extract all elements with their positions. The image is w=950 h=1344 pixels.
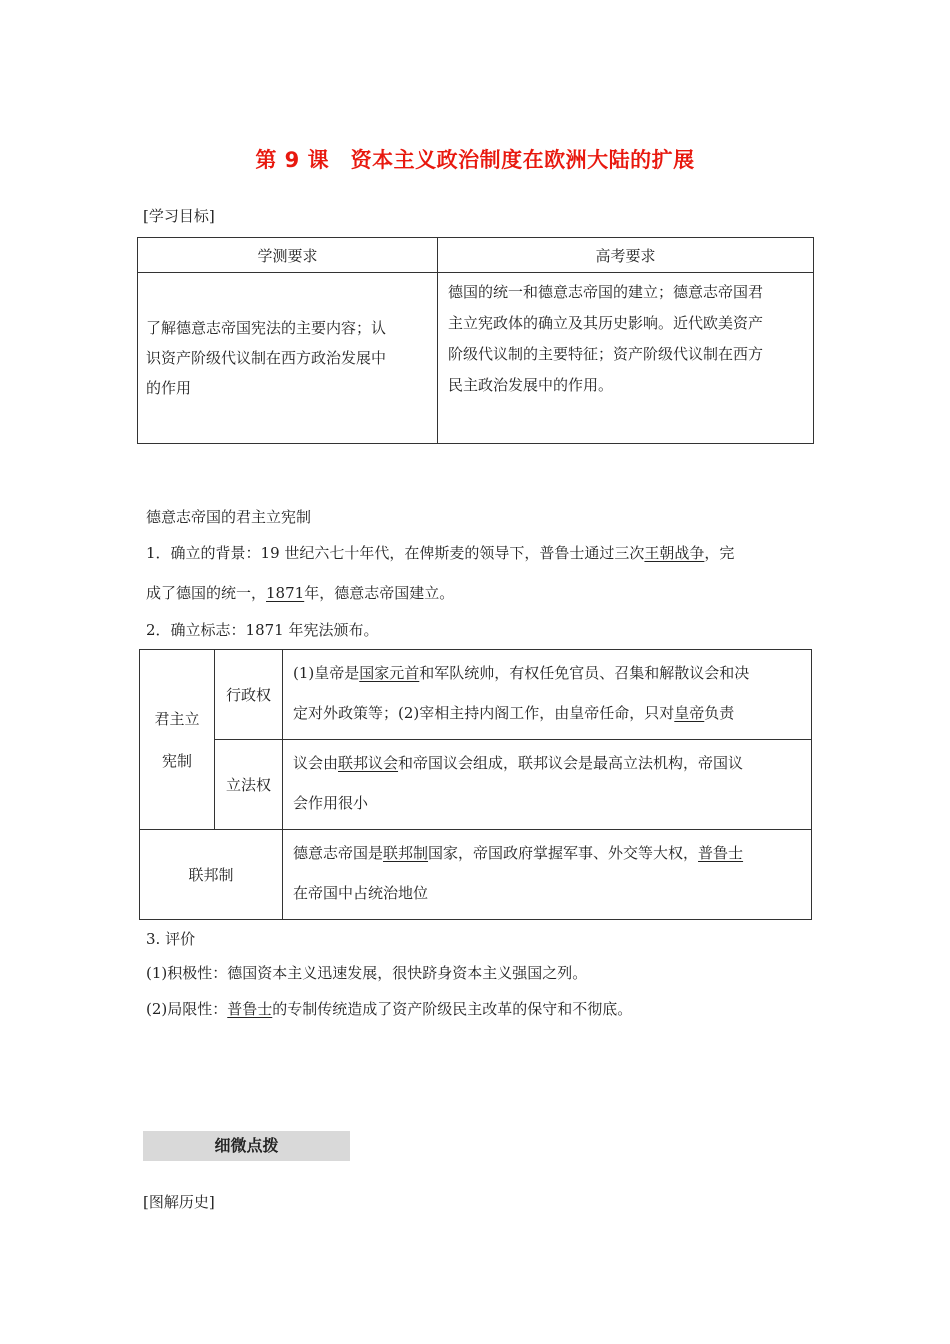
group-label-line: 君主立 — [154, 709, 200, 728]
text: 的专制传统造成了资产阶级民主改革的保守和不彻底。 — [272, 1000, 633, 1018]
point-3-2 — [146, 999, 632, 1019]
federal-label: 联邦制 — [140, 830, 283, 920]
point-1-line-2 — [146, 583, 454, 603]
blank-answer: 1871 — [266, 584, 305, 602]
blank-answer: 王朝战争 — [644, 544, 705, 562]
text: 德意志帝国是 — [293, 844, 384, 862]
text: 负责 — [704, 704, 735, 722]
exam-line: 主立宪政体的确立及其历史影响。近代欧美资产 — [448, 314, 764, 332]
blank-answer: 国家元首 — [359, 664, 420, 682]
basic-line: 的作用 — [146, 379, 192, 397]
header-basic-requirement: 学测要求 — [138, 238, 438, 273]
leg-line: 会作用很小 — [293, 794, 369, 812]
text: 年，德意志帝国建立。 — [304, 584, 455, 602]
basic-line: 了解德意志帝国宪法的主要内容；认 — [146, 319, 387, 337]
fed-line: 在帝国中占统治地位 — [293, 884, 429, 902]
section-heading: 德意志帝国的君主立宪制 — [146, 508, 312, 526]
text: 和军队统帅，有权任免官员、召集和解散议会和决 — [419, 664, 750, 682]
text: 1．确立的背景：19 世纪六七十年代，在俾斯麦的领导下，普鲁士通过三次 — [146, 544, 645, 562]
study-goals-label: [学习目标] — [143, 207, 215, 225]
exam-line: 阶级代议制的主要特征；资产阶级代议制在西方 — [448, 345, 764, 363]
text: 定对外政策等；(2)宰相主持内阁工作，由皇帝任命，只对 — [293, 704, 675, 722]
exam-line: 民主政治发展中的作用。 — [448, 376, 614, 394]
legislative-content — [283, 740, 812, 830]
constitution-table — [139, 649, 812, 920]
leg-line — [293, 743, 803, 783]
fed-line — [293, 833, 803, 873]
federal-content — [283, 830, 812, 920]
text: (1)皇帝是 — [293, 664, 360, 682]
point-3-1: (1)积极性：德国资本主义迅速发展，很快跻身资本主义强国之列。 — [146, 964, 588, 982]
text: 和帝国议会组成，联邦议会是最高立法机构，帝国议 — [398, 754, 744, 772]
lesson-title: 第 9 课 资本主义政治制度在欧洲大陆的扩展 — [255, 148, 695, 172]
point-3: 3. 评价 — [146, 930, 196, 948]
blank-answer: 皇帝 — [674, 704, 705, 722]
legislative-label: 立法权 — [215, 740, 283, 830]
blank-answer: 联邦议会 — [338, 754, 399, 772]
text: 议会由 — [293, 754, 339, 772]
basic-line: 识资产阶级代议制在西方政治发展中 — [146, 349, 387, 367]
monarchy-label-cell — [140, 650, 215, 830]
text: (2)局限性： — [146, 1000, 228, 1018]
blank-answer: 普鲁士 — [227, 1000, 273, 1018]
executive-content — [283, 650, 812, 740]
exec-line — [293, 693, 803, 733]
exam-requirement-cell — [438, 273, 814, 444]
illustration-label: [图解历史] — [143, 1193, 215, 1211]
basic-requirement-cell — [138, 273, 438, 444]
blank-answer: 联邦制 — [383, 844, 429, 862]
group-label-line: 宪制 — [161, 751, 192, 770]
study-goals-table — [137, 237, 814, 444]
exam-line: 德国的统一和德意志帝国的建立；德意志帝国君 — [448, 283, 764, 301]
header-exam-requirement: 高考要求 — [438, 238, 814, 273]
text: ，完 — [704, 544, 735, 562]
point-1-line-1 — [146, 543, 734, 563]
executive-label: 行政权 — [215, 650, 283, 740]
exec-line — [293, 653, 803, 693]
blank-answer: 普鲁士 — [698, 844, 744, 862]
point-2: 2．确立标志：1871 年宪法颁布。 — [146, 621, 379, 639]
section-banner: 细微点拨 — [143, 1131, 350, 1161]
text: 成了德国的统一， — [146, 584, 267, 602]
text: 国家，帝国政府掌握军事、外交等大权， — [428, 844, 699, 862]
